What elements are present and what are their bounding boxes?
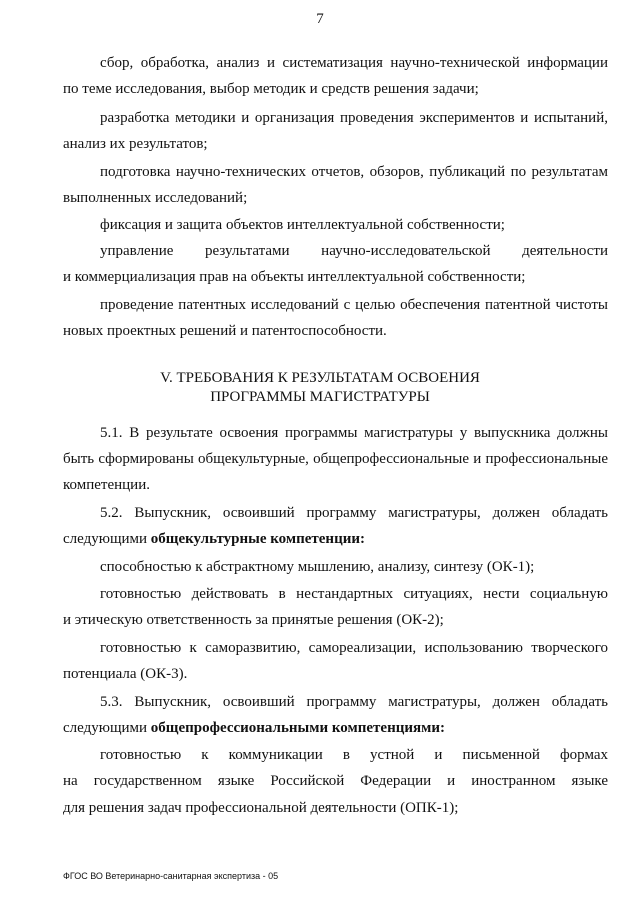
bold-term: общепрофессиональными компетенциями: — [150, 720, 445, 736]
text-line: 5.2. Выпускник, освоивший программу магистратуры, должен обладать — [100, 505, 608, 521]
section-heading: V. ТРЕБОВАНИЯ К РЕЗУЛЬТАТАМ ОСВОЕНИЯ — [160, 370, 480, 386]
text-line: сбор, обработка, анализ и систематизация научно-технической информации — [100, 55, 608, 71]
text-line: разработка методики и организация проведения экспериментов и испытаний, — [100, 110, 608, 126]
text-line: управление результатами научно-исследовательской деятельности — [100, 243, 608, 259]
text-line: по теме исследования, выбор методик и средств решения задачи; — [63, 81, 479, 97]
text-line — [63, 720, 445, 737]
text-span: следующими — [63, 531, 151, 547]
text-line: и коммерциализация прав на объекты интеллектуальной собственности; — [63, 269, 526, 285]
bold-term: общекультурные компетенции: — [150, 531, 365, 547]
section-heading: ПРОГРАММЫ МАГИСТРАТУРЫ — [210, 389, 430, 405]
text-line: компетенции. — [63, 477, 150, 493]
text-line: подготовка научно-технических отчетов, обзоров, публикаций по результатам — [100, 164, 608, 180]
text-line: анализ их результатов; — [63, 136, 208, 152]
text-line: и этическую ответственность за принятые решения (ОК-2); — [63, 612, 444, 628]
text-line: выполненных исследований; — [63, 190, 248, 206]
footer-text: ФГОС ВО Ветеринарно-санитарная экспертиза - 05 — [63, 871, 279, 881]
text-line: способностью к абстрактному мышлению, анализу, синтезу (ОК-1); — [100, 559, 535, 575]
text-line: готовностью к саморазвитию, самореализации, использованию творческого — [100, 640, 608, 656]
text-line: 5.3. Выпускник, освоивший программу магистратуры, должен обладать — [100, 694, 608, 710]
text-line: потенциала (ОК-3). — [63, 666, 188, 682]
text-line: готовностью к коммуникации в устной и письменной формах — [100, 747, 608, 763]
text-line: проведение патентных исследований с целью обеспечения патентной чистоты — [100, 297, 608, 313]
text-line: 5.1. В результате освоения программы магистратуры у выпускника должны — [100, 425, 608, 441]
text-line — [63, 531, 365, 548]
text-line: быть сформированы общекультурные, общепрофессиональные и профессиональные — [63, 451, 608, 467]
text-line: новых проектных решений и патентоспособности. — [63, 323, 387, 339]
page-number: 7 — [316, 11, 324, 27]
text-span: следующими — [63, 720, 151, 736]
text-line: фиксация и защита объектов интеллектуальной собственности; — [100, 217, 505, 233]
text-line: на государственном языке Российской Федерации и иностранном языке — [63, 773, 608, 789]
text-line: для решения задач профессиональной деятельности (ОПК-1); — [63, 800, 459, 816]
text-line: готовностью действовать в нестандартных ситуациях, нести социальную — [100, 586, 608, 602]
